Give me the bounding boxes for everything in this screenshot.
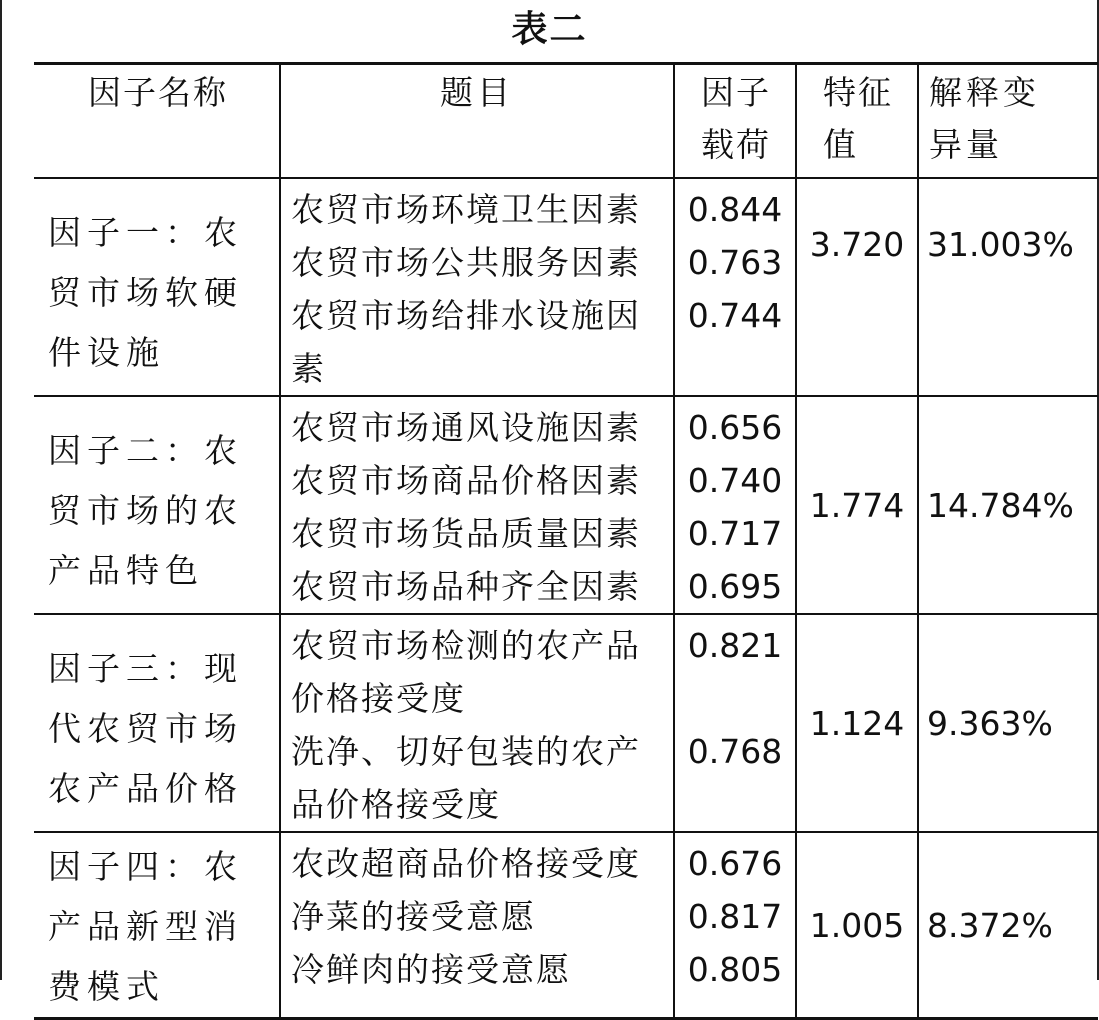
items-cell (280, 396, 674, 614)
header-factor-name: 因子名称 (34, 64, 280, 179)
header-loading: 因子 载荷 (674, 64, 796, 179)
loadings-cell (674, 832, 796, 1019)
header-row (34, 64, 1098, 179)
table-title: 表二 (511, 9, 588, 50)
items-cell (280, 832, 674, 1019)
factor-name-cell: 因子二：农贸市场的农产品特色 (34, 396, 280, 614)
variance-cell: 8.372% (918, 832, 1098, 1019)
items-cell (280, 178, 674, 396)
loading-value: 0.656 (687, 408, 783, 447)
eigenvalue-cell: 3.720 (796, 178, 918, 396)
item-text: 农贸市场通风设施因素 (291, 408, 641, 447)
loading-value: 0.805 (687, 950, 783, 989)
item-text: 农改超商品价格接受度 (291, 844, 641, 883)
factor-name-cell: 因子三：现代农贸市场农产品价格 (34, 614, 280, 832)
table-row (34, 614, 1098, 832)
variance-cell: 14.784% (918, 396, 1098, 614)
loading-value: 0.740 (687, 461, 783, 500)
variance-cell: 31.003% (918, 178, 1098, 396)
item-text: 冷鲜肉的接受意愿 (291, 950, 571, 989)
item-text: 洗净、切好包装的农产品价格接受度 (291, 732, 641, 824)
loading-value: 0.744 (687, 296, 783, 335)
table-row (34, 396, 1098, 614)
table-row (34, 832, 1098, 1019)
item-text: 农贸市场公共服务因素 (291, 243, 641, 282)
items-cell (280, 614, 674, 832)
loading-value: 0.817 (687, 897, 783, 936)
item-text: 农贸市场环境卫生因素 (291, 190, 641, 229)
loading-value: 0.763 (687, 243, 783, 282)
eigenvalue-cell: 1.124 (796, 614, 918, 832)
item-text: 净菜的接受意愿 (291, 897, 536, 936)
item-text: 农贸市场给排水设施因素 (291, 296, 641, 388)
loading-value: 0.844 (687, 190, 783, 229)
factor-analysis-table (34, 62, 1098, 1020)
loadings-cell (674, 178, 796, 396)
header-eigenvalue: 特征 值 (796, 64, 918, 179)
header-variance: 解释变 异量 (918, 64, 1098, 179)
item-text: 农贸市场检测的农产品价格接受度 (291, 626, 641, 718)
eigenvalue-cell: 1.005 (796, 832, 918, 1019)
item-text: 农贸市场货品质量因素 (291, 514, 641, 553)
left-border (0, 0, 2, 980)
item-text: 农贸市场品种齐全因素 (291, 567, 641, 606)
loading-value: 0.695 (687, 567, 783, 606)
table-row (34, 178, 1098, 396)
eigenvalue-cell: 1.774 (796, 396, 918, 614)
variance-cell: 9.363% (918, 614, 1098, 832)
loading-value: 0.768 (687, 732, 783, 771)
loading-value: 0.821 (687, 626, 783, 665)
loading-value: 0.717 (687, 514, 783, 553)
loadings-cell (674, 396, 796, 614)
loading-value: 0.676 (687, 844, 783, 883)
item-text: 农贸市场商品价格因素 (291, 461, 641, 500)
header-item: 题目 (280, 64, 674, 179)
factor-name-cell: 因子四：农产品新型消费模式 (48, 847, 243, 1006)
factor-name-cell: 因子一：农贸市场软硬件设施 (34, 178, 280, 396)
loadings-cell (674, 614, 796, 832)
